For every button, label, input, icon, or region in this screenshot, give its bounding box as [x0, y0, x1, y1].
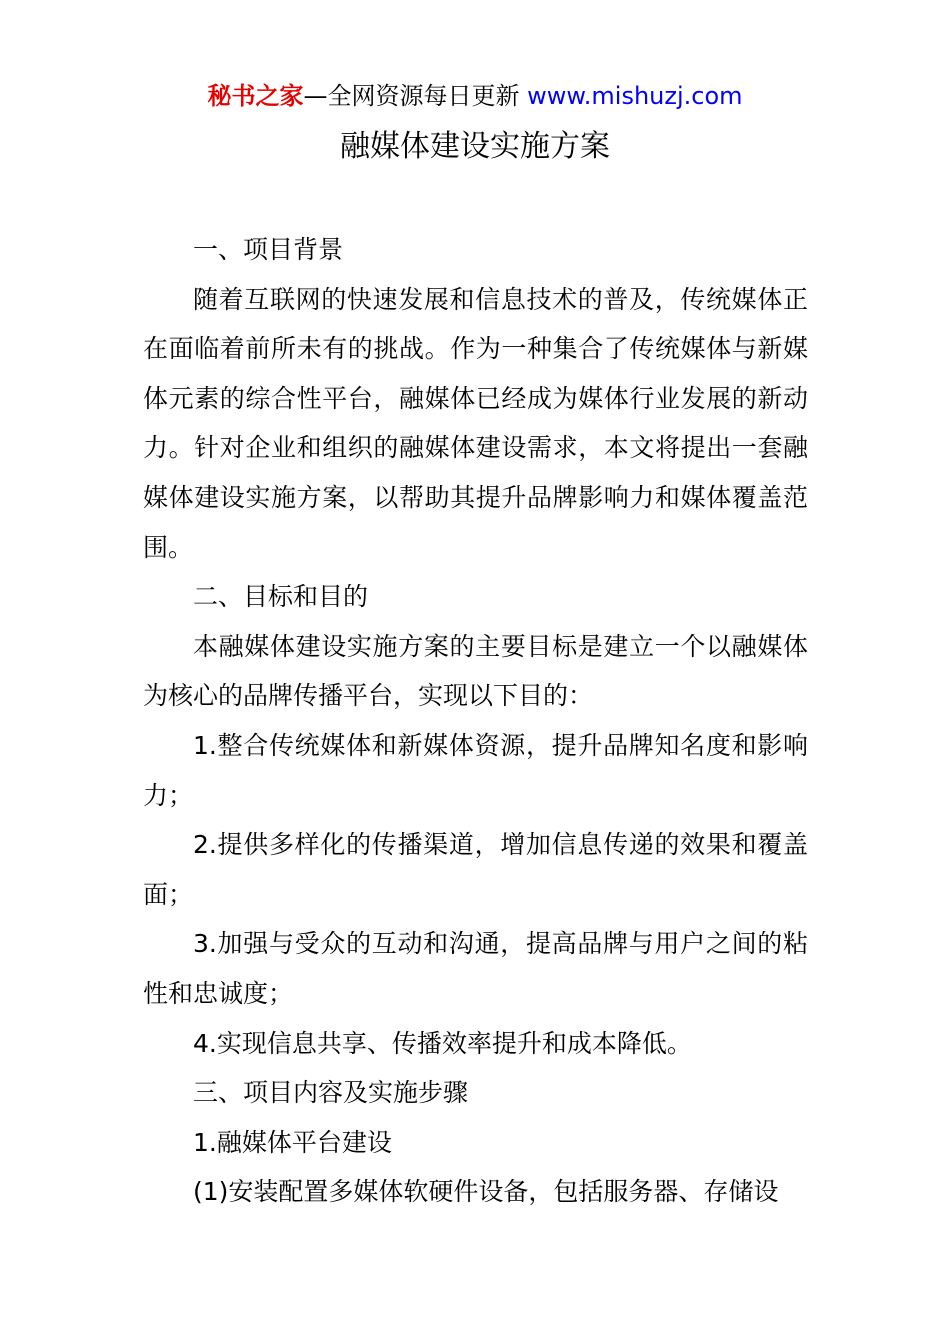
platform-item-1: (1)安装配置多媒体软硬件设备，包括服务器、存储设	[193, 1177, 779, 1207]
section-heading-goals: 二、目标和目的	[193, 582, 369, 612]
document-title: 融媒体建设实施方案	[340, 129, 610, 164]
site-url-link[interactable]: www.mishuzj.com	[527, 82, 743, 110]
paragraph-background: 随着互联网的快速发展和信息技术的普及，传统媒体正在面临着前所未有的挑战。作为一种集合了传统媒体与新媒体元素的综合性平台，融媒体已经成为媒体行业发展的新动力。针对企业和组织的融媒体建设需求，本文将提出一套融媒体建设实施方案，以帮助其提升品牌影响力和媒体覆盖范围。	[143, 284, 808, 562]
goal-item-1: 1.整合传统媒体和新媒体资源，提升品牌知名度和影响力；	[143, 730, 808, 810]
paragraph-goals-intro: 本融媒体建设实施方案的主要目标是建立一个以融媒体为核心的品牌传播平台，实现以下目的：	[143, 631, 808, 711]
goal-item-2: 2.提供多样化的传播渠道，增加信息传递的效果和覆盖面；	[143, 830, 808, 909]
document-body	[143, 225, 808, 1217]
site-header	[0, 78, 950, 114]
section-heading-content: 三、项目内容及实施步骤	[193, 1078, 469, 1108]
goal-item-3: 3.加强与受众的互动和沟通，提高品牌与用户之间的粘性和忠诚度；	[143, 929, 808, 1008]
goal-item-4: 4.实现信息共享、传播效率提升和成本降低。	[193, 1028, 692, 1058]
site-tagline: —全网资源每日更新	[303, 82, 520, 110]
subsection-heading-platform: 1.融媒体平台建设	[193, 1127, 392, 1157]
site-brand: 秘书之家	[207, 82, 304, 110]
section-heading-background: 一、项目背景	[193, 235, 344, 264]
